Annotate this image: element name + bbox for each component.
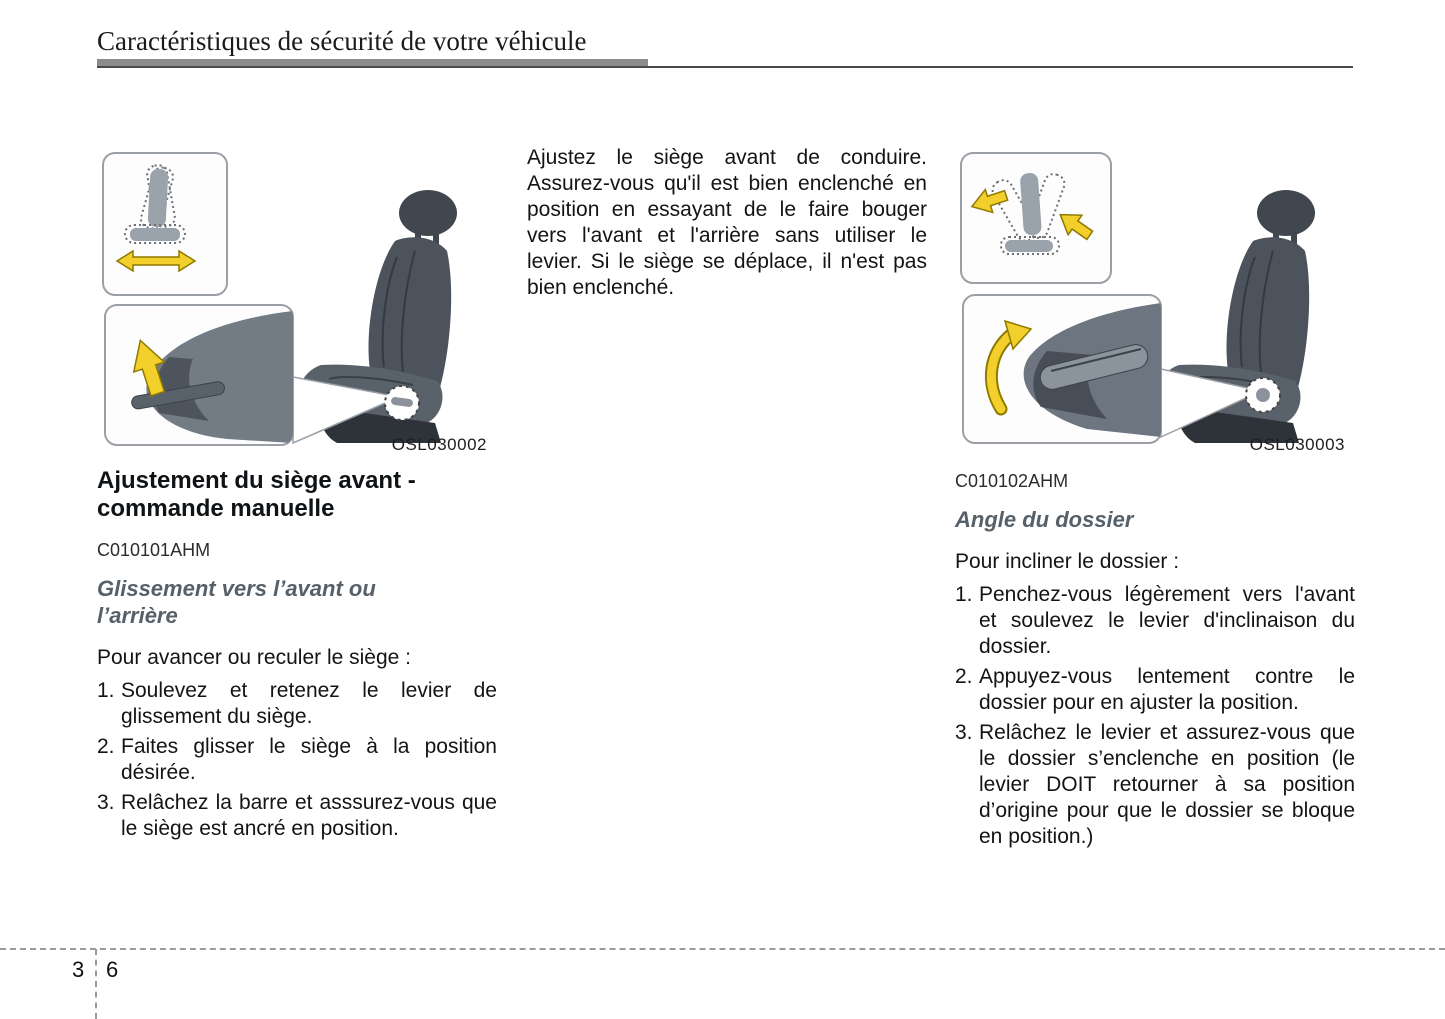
step-number: 2. [97, 734, 115, 758]
subsection-heading: Glissement vers l’avant ou l’arrière [97, 575, 376, 629]
left-column [97, 145, 497, 842]
step-number: 3. [955, 720, 973, 744]
middle-column [527, 145, 927, 301]
figure-seatback-angle [955, 145, 1355, 455]
inset-slide-diagram [103, 153, 227, 295]
body-paragraph: Ajustez le siège avant de conduire. Assurez-vous qu'il est bien enclenché en position en essayant de le faire bouger vers l'avant et l'arrière sans utiliser le levier. Si le siège se déplace, il n'est pas bien enclenché. [527, 146, 927, 299]
inset-recline-lever-closeup [963, 295, 1161, 443]
step-item [955, 720, 1355, 850]
footer-page-number: 6 [106, 957, 119, 982]
step-item [955, 582, 1355, 660]
footer-dashed-divider [95, 949, 97, 1019]
step-item [97, 678, 497, 730]
step-intro: Pour avancer ou reculer le siège : [97, 645, 412, 669]
right-column [955, 145, 1355, 850]
page-title: Caractéristiques de sécurité de votre véhicule [97, 26, 587, 56]
step-number: 3. [97, 790, 115, 814]
step-text: Relâchez la barre et asssurez-vous que le siège est ancré en position. [121, 790, 497, 840]
doc-code: C010101AHM [97, 539, 211, 560]
seatback-recline-illustration [955, 145, 1355, 455]
step-item [955, 664, 1355, 716]
seat-slide-illustration [97, 145, 497, 455]
footer-dashed-rule [0, 948, 1445, 950]
step-number: 1. [97, 678, 115, 702]
step-text: Soulevez et retenez le levier de glissement du siège. [121, 678, 497, 728]
step-text: Penchez-vous légèrement vers l'avant et soulevez le levier d'inclinaison du dossier. [979, 582, 1355, 658]
step-number: 2. [955, 664, 973, 688]
doc-code: C010102AHM [955, 471, 1069, 491]
step-text: Faites glisser le siège à la position désirée. [121, 734, 497, 784]
numbered-steps [955, 582, 1355, 850]
step-text: Relâchez le levier et assurez-vous que le dossier s’enclenche en position (le levier DOIT retourner à sa position d’origine pour que le dossier se bloque en position.) [979, 720, 1355, 848]
step-text: Appuyez-vous lentement contre le dossier pour en ajuster la position. [979, 664, 1355, 714]
step-item [97, 790, 497, 842]
header-rule [97, 66, 1353, 68]
subsection-heading: Angle du dossier [955, 507, 1134, 532]
headrest [399, 190, 457, 236]
seat-back [368, 237, 451, 391]
inset-recline-diagram [961, 153, 1111, 283]
figure-label: OSL030003 [1249, 435, 1345, 454]
seat-back [1226, 237, 1309, 391]
numbered-steps [97, 678, 497, 842]
step-number: 1. [955, 582, 973, 606]
headrest [1257, 190, 1315, 236]
step-item [97, 734, 497, 786]
footer-chapter-number: 3 [72, 957, 85, 982]
figure-label: OSL030002 [391, 435, 487, 454]
step-intro: Pour incliner le dossier : [955, 549, 1180, 573]
inset-slide-lever-closeup [105, 305, 293, 445]
section-heading: Ajustement du siège avant - commande manuelle [97, 467, 416, 523]
figure-seat-slide [97, 145, 497, 455]
